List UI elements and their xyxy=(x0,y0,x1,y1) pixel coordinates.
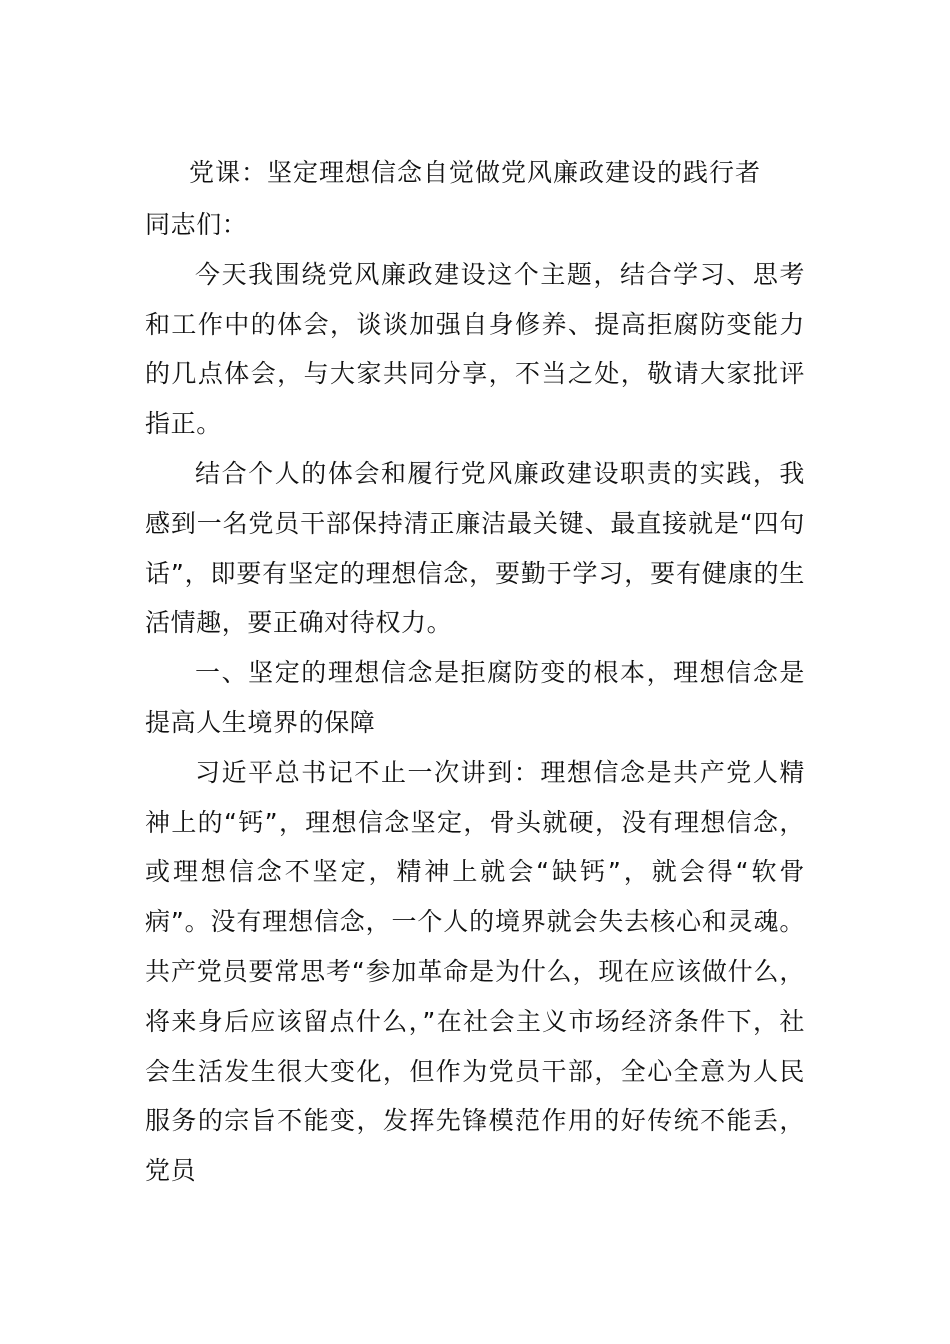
paragraph-ideals: 习近平总书记不止一次讲到：理想信念是共产党人精神上的“钙”，理想信念坚定，骨头就硬，没有理想信念，或理想信念不坚定，精神上就会“缺钙”，就会得“软骨病”。没有理想信念，一个人的境界就会失去核心和灵魂。共产党员要常思考“参加革命是为什么，现在应该做什么，将来身后应该留点什么，”在社会主义市场经济条件下，社会生活发生很大变化，但作为党员干部，全心全意为人民服务的宗旨不能变，发挥先锋模范作用的好传统不能丢，党员 xyxy=(145,757,805,1186)
document-body xyxy=(145,200,805,1196)
section-heading-1: 一、坚定的理想信念是拒腐防变的根本，理想信念是提高人生境界的保障 xyxy=(145,658,805,737)
paragraph-four-sentences: 结合个人的体会和履行党风廉政建设职责的实践，我感到一名党员干部保持清正廉洁最关键、最直接就是“四句话”，即要有坚定的理想信念，要勤于学习，要有健康的生活情趣，要正确对待权力。 xyxy=(145,458,805,638)
greeting: 同志们： xyxy=(145,210,248,239)
document-title: 党课：坚定理想信念自觉做党风廉政建设的践行者 xyxy=(188,158,761,187)
paragraph-intro: 今天我围绕党风廉政建设这个主题，结合学习、思考和工作中的体会，谈谈加强自身修养、提高拒腐防变能力的几点体会，与大家共同分享，不当之处，敬请大家批评指正。 xyxy=(145,259,805,439)
